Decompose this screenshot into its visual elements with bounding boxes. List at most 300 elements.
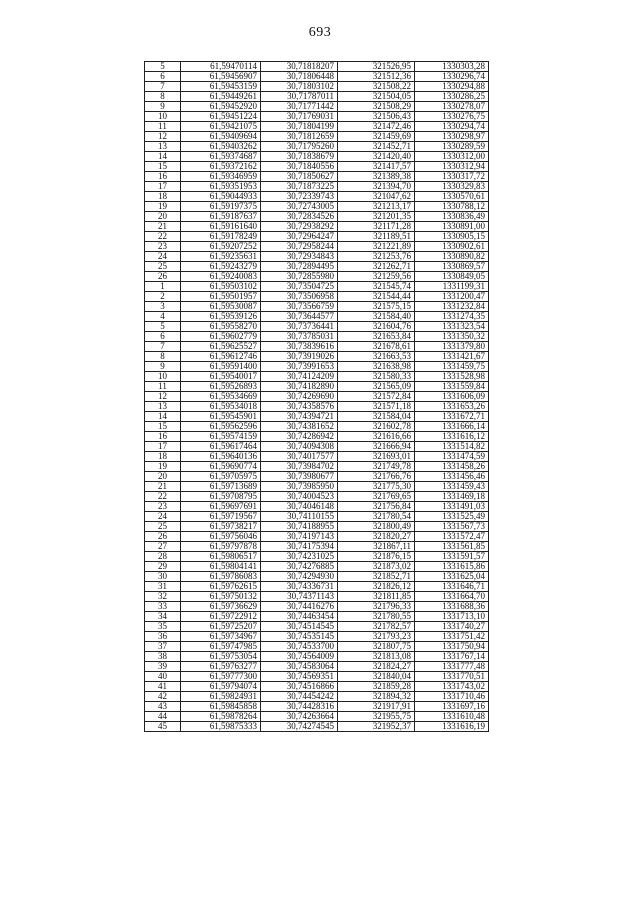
coord-y-cell: 1331672,71 (415, 412, 489, 422)
coord-y-cell: 1331610,48 (415, 712, 489, 722)
longitude-cell: 30,71838679 (261, 152, 338, 162)
latitude-cell: 61,59734967 (181, 632, 261, 642)
point-number-cell: 44 (145, 712, 181, 722)
table-row (145, 352, 489, 362)
table-row (145, 682, 489, 692)
latitude-cell: 61,59794074 (181, 682, 261, 692)
longitude-cell: 30,74514545 (261, 622, 338, 632)
point-number-cell: 10 (145, 372, 181, 382)
coord-x-cell: 321894,32 (338, 692, 415, 702)
table-row (145, 262, 489, 272)
coord-y-cell: 1330570,61 (415, 192, 489, 202)
longitude-cell: 30,73736441 (261, 322, 338, 332)
table-row (145, 112, 489, 122)
latitude-cell: 61,59617464 (181, 442, 261, 452)
longitude-cell: 30,73566759 (261, 302, 338, 312)
latitude-cell: 61,59161640 (181, 222, 261, 232)
coord-x-cell: 321604,76 (338, 322, 415, 332)
longitude-cell: 30,71804199 (261, 122, 338, 132)
coord-x-cell: 321452,71 (338, 142, 415, 152)
table-row (145, 322, 489, 332)
coord-x-cell: 321859,28 (338, 682, 415, 692)
point-number-cell: 2 (145, 292, 181, 302)
table-row (145, 342, 489, 352)
coord-x-cell: 321782,57 (338, 622, 415, 632)
coord-y-cell: 1331615,86 (415, 562, 489, 572)
point-number-cell: 37 (145, 642, 181, 652)
point-number-cell: 16 (145, 432, 181, 442)
point-number-cell: 30 (145, 572, 181, 582)
coord-y-cell: 1331559,84 (415, 382, 489, 392)
coord-x-cell: 321394,70 (338, 182, 415, 192)
table-row (145, 312, 489, 322)
table-row (145, 552, 489, 562)
coord-x-cell: 321512,36 (338, 72, 415, 82)
coord-x-cell: 321565,09 (338, 382, 415, 392)
coord-y-cell: 1331572,47 (415, 532, 489, 542)
coord-x-cell: 321826,12 (338, 582, 415, 592)
longitude-cell: 30,74231025 (261, 552, 338, 562)
coord-x-cell: 321813,08 (338, 652, 415, 662)
coord-x-cell: 321504,05 (338, 92, 415, 102)
latitude-cell: 61,59625527 (181, 342, 261, 352)
coord-y-cell: 1330836,49 (415, 212, 489, 222)
point-number-cell: 18 (145, 192, 181, 202)
point-number-cell: 1 (145, 282, 181, 292)
coord-x-cell: 321780,54 (338, 512, 415, 522)
latitude-cell: 61,59878264 (181, 712, 261, 722)
coordinates-table-body (145, 62, 489, 732)
coord-y-cell: 1331625,04 (415, 572, 489, 582)
coord-x-cell: 321769,65 (338, 492, 415, 502)
point-number-cell: 3 (145, 302, 181, 312)
point-number-cell: 14 (145, 152, 181, 162)
latitude-cell: 61,59534669 (181, 392, 261, 402)
latitude-cell: 61,59747985 (181, 642, 261, 652)
coord-x-cell: 321572,84 (338, 392, 415, 402)
point-number-cell: 5 (145, 322, 181, 332)
point-number-cell: 10 (145, 112, 181, 122)
latitude-cell: 61,59403262 (181, 142, 261, 152)
coord-y-cell: 1331606,09 (415, 392, 489, 402)
point-number-cell: 25 (145, 522, 181, 532)
longitude-cell: 30,74569351 (261, 672, 338, 682)
table-row (145, 482, 489, 492)
point-number-cell: 29 (145, 562, 181, 572)
longitude-cell: 30,74263664 (261, 712, 338, 722)
longitude-cell: 30,74294930 (261, 572, 338, 582)
table-row (145, 122, 489, 132)
point-number-cell: 22 (145, 492, 181, 502)
coord-y-cell: 1331456,46 (415, 472, 489, 482)
longitude-cell: 30,71850627 (261, 172, 338, 182)
coord-y-cell: 1331777,48 (415, 662, 489, 672)
coordinates-table-container (144, 61, 488, 732)
latitude-cell: 61,59351953 (181, 182, 261, 192)
longitude-cell: 30,72339743 (261, 192, 338, 202)
latitude-cell: 61,59452920 (181, 102, 261, 112)
coord-x-cell: 321221,89 (338, 242, 415, 252)
coord-x-cell: 321253,76 (338, 252, 415, 262)
table-row (145, 442, 489, 452)
latitude-cell: 61,59697691 (181, 502, 261, 512)
coord-y-cell: 1331199,31 (415, 282, 489, 292)
table-row (145, 592, 489, 602)
longitude-cell: 30,71806448 (261, 72, 338, 82)
point-number-cell: 42 (145, 692, 181, 702)
latitude-cell: 61,59470114 (181, 62, 261, 72)
table-row (145, 692, 489, 702)
latitude-cell: 61,59591400 (181, 362, 261, 372)
coord-x-cell: 321171,28 (338, 222, 415, 232)
latitude-cell: 61,59738217 (181, 522, 261, 532)
coord-y-cell: 1330286,25 (415, 92, 489, 102)
longitude-cell: 30,73504725 (261, 282, 338, 292)
table-row (145, 672, 489, 682)
coord-y-cell: 1331751,42 (415, 632, 489, 642)
latitude-cell: 61,59806517 (181, 552, 261, 562)
coord-x-cell: 321749,78 (338, 462, 415, 472)
coord-y-cell: 1331421,67 (415, 352, 489, 362)
coord-y-cell: 1331491,03 (415, 502, 489, 512)
point-number-cell: 28 (145, 552, 181, 562)
table-row (145, 132, 489, 142)
table-row (145, 82, 489, 92)
latitude-cell: 61,59374687 (181, 152, 261, 162)
point-number-cell: 32 (145, 592, 181, 602)
coord-x-cell: 321389,38 (338, 172, 415, 182)
coord-y-cell: 1331469,18 (415, 492, 489, 502)
point-number-cell: 20 (145, 472, 181, 482)
latitude-cell: 61,59451224 (181, 112, 261, 122)
coord-x-cell: 321653,84 (338, 332, 415, 342)
longitude-cell: 30,72934843 (261, 252, 338, 262)
coord-y-cell: 1331666,14 (415, 422, 489, 432)
latitude-cell: 61,59501957 (181, 292, 261, 302)
coord-y-cell: 1331525,49 (415, 512, 489, 522)
longitude-cell: 30,72958244 (261, 242, 338, 252)
latitude-cell: 61,59558270 (181, 322, 261, 332)
coord-x-cell: 321047,62 (338, 192, 415, 202)
longitude-cell: 30,74004523 (261, 492, 338, 502)
longitude-cell: 30,71795260 (261, 142, 338, 152)
latitude-cell: 61,59409694 (181, 132, 261, 142)
point-number-cell: 19 (145, 462, 181, 472)
coord-y-cell: 1331616,12 (415, 432, 489, 442)
latitude-cell: 61,59449261 (181, 92, 261, 102)
coord-x-cell: 321459,69 (338, 132, 415, 142)
longitude-cell: 30,73984702 (261, 462, 338, 472)
coord-y-cell: 1330891,00 (415, 222, 489, 232)
coord-x-cell: 321571,18 (338, 402, 415, 412)
latitude-cell: 61,59178249 (181, 232, 261, 242)
latitude-cell: 61,59756046 (181, 532, 261, 542)
coord-y-cell: 1330294,74 (415, 122, 489, 132)
coord-y-cell: 1331474,59 (415, 452, 489, 462)
longitude-cell: 30,73644577 (261, 312, 338, 322)
table-row (145, 712, 489, 722)
latitude-cell: 61,59786083 (181, 572, 261, 582)
coord-y-cell: 1330329,83 (415, 182, 489, 192)
point-number-cell: 8 (145, 92, 181, 102)
coord-y-cell: 1330890,82 (415, 252, 489, 262)
coord-x-cell: 321867,11 (338, 542, 415, 552)
table-row (145, 512, 489, 522)
latitude-cell: 61,59187637 (181, 212, 261, 222)
latitude-cell: 61,59612746 (181, 352, 261, 362)
coord-x-cell: 321811,85 (338, 592, 415, 602)
point-number-cell: 17 (145, 442, 181, 452)
table-row (145, 332, 489, 342)
table-row (145, 302, 489, 312)
coord-y-cell: 1331567,73 (415, 522, 489, 532)
longitude-cell: 30,74358576 (261, 402, 338, 412)
table-row (145, 222, 489, 232)
coord-y-cell: 1331713,10 (415, 612, 489, 622)
latitude-cell: 61,59240083 (181, 272, 261, 282)
longitude-cell: 30,74046148 (261, 502, 338, 512)
latitude-cell: 61,59602779 (181, 332, 261, 342)
table-row (145, 92, 489, 102)
point-number-cell: 15 (145, 162, 181, 172)
coord-x-cell: 321756,84 (338, 502, 415, 512)
point-number-cell: 6 (145, 332, 181, 342)
longitude-cell: 30,74516866 (261, 682, 338, 692)
longitude-cell: 30,72894495 (261, 262, 338, 272)
latitude-cell: 61,59762615 (181, 582, 261, 592)
table-row (145, 652, 489, 662)
point-number-cell: 4 (145, 312, 181, 322)
latitude-cell: 61,59797878 (181, 542, 261, 552)
longitude-cell: 30,73839616 (261, 342, 338, 352)
latitude-cell: 61,59526893 (181, 382, 261, 392)
coord-x-cell: 321584,40 (338, 312, 415, 322)
longitude-cell: 30,74381652 (261, 422, 338, 432)
point-number-cell: 43 (145, 702, 181, 712)
coord-x-cell: 321213,17 (338, 202, 415, 212)
latitude-cell: 61,59346959 (181, 172, 261, 182)
table-row (145, 72, 489, 82)
latitude-cell: 61,59539126 (181, 312, 261, 322)
latitude-cell: 61,59705975 (181, 472, 261, 482)
coord-y-cell: 1330289,59 (415, 142, 489, 152)
latitude-cell: 61,59372162 (181, 162, 261, 172)
coord-x-cell: 321824,27 (338, 662, 415, 672)
point-number-cell: 7 (145, 342, 181, 352)
latitude-cell: 61,59753054 (181, 652, 261, 662)
table-row (145, 212, 489, 222)
coord-y-cell: 1331653,26 (415, 402, 489, 412)
longitude-cell: 30,74269690 (261, 392, 338, 402)
table-row (145, 452, 489, 462)
coord-y-cell: 1330849,05 (415, 272, 489, 282)
coord-x-cell: 321796,33 (338, 602, 415, 612)
table-row (145, 242, 489, 252)
point-number-cell: 39 (145, 662, 181, 672)
coord-x-cell: 321955,75 (338, 712, 415, 722)
longitude-cell: 30,74564009 (261, 652, 338, 662)
coord-x-cell: 321780,55 (338, 612, 415, 622)
table-row (145, 152, 489, 162)
longitude-cell: 30,71818207 (261, 62, 338, 72)
longitude-cell: 30,74463454 (261, 612, 338, 622)
point-number-cell: 22 (145, 232, 181, 242)
latitude-cell: 61,59640136 (181, 452, 261, 462)
coord-y-cell: 1331664,70 (415, 592, 489, 602)
longitude-cell: 30,74535145 (261, 632, 338, 642)
longitude-cell: 30,71803102 (261, 82, 338, 92)
coord-y-cell: 1330312,94 (415, 162, 489, 172)
latitude-cell: 61,59725207 (181, 622, 261, 632)
coord-x-cell: 321775,30 (338, 482, 415, 492)
point-number-cell: 33 (145, 602, 181, 612)
latitude-cell: 61,59207252 (181, 242, 261, 252)
longitude-cell: 30,72964247 (261, 232, 338, 242)
table-row (145, 102, 489, 112)
latitude-cell: 61,59875333 (181, 722, 261, 732)
longitude-cell: 30,73785031 (261, 332, 338, 342)
coord-x-cell: 321201,35 (338, 212, 415, 222)
point-number-cell: 45 (145, 722, 181, 732)
coord-y-cell: 1331200,47 (415, 292, 489, 302)
latitude-cell: 61,59763277 (181, 662, 261, 672)
coord-x-cell: 321417,57 (338, 162, 415, 172)
coord-x-cell: 321526,95 (338, 62, 415, 72)
longitude-cell: 30,74533700 (261, 642, 338, 652)
table-row (145, 582, 489, 592)
table-row (145, 272, 489, 282)
longitude-cell: 30,74110155 (261, 512, 338, 522)
point-number-cell: 8 (145, 352, 181, 362)
point-number-cell: 24 (145, 512, 181, 522)
latitude-cell: 61,59243279 (181, 262, 261, 272)
coord-x-cell: 321800,49 (338, 522, 415, 532)
longitude-cell: 30,74188955 (261, 522, 338, 532)
coord-x-cell: 321508,22 (338, 82, 415, 92)
point-number-cell: 27 (145, 542, 181, 552)
table-row (145, 402, 489, 412)
latitude-cell: 61,59713689 (181, 482, 261, 492)
coord-y-cell: 1330902,61 (415, 242, 489, 252)
table-row (145, 372, 489, 382)
coord-x-cell: 321876,15 (338, 552, 415, 562)
coord-x-cell: 321766,76 (338, 472, 415, 482)
longitude-cell: 30,73991653 (261, 362, 338, 372)
coord-y-cell: 1331688,36 (415, 602, 489, 612)
coord-y-cell: 1330298,97 (415, 132, 489, 142)
longitude-cell: 30,74197143 (261, 532, 338, 542)
table-row (145, 462, 489, 472)
longitude-cell: 30,74276885 (261, 562, 338, 572)
latitude-cell: 61,59804141 (181, 562, 261, 572)
coord-y-cell: 1331767,14 (415, 652, 489, 662)
table-row (145, 292, 489, 302)
longitude-cell: 30,71771442 (261, 102, 338, 112)
coord-y-cell: 1330788,12 (415, 202, 489, 212)
longitude-cell: 30,72855980 (261, 272, 338, 282)
point-number-cell: 25 (145, 262, 181, 272)
coord-x-cell: 321873,02 (338, 562, 415, 572)
longitude-cell: 30,72743005 (261, 202, 338, 212)
coord-y-cell: 1331743,02 (415, 682, 489, 692)
longitude-cell: 30,73985950 (261, 482, 338, 492)
longitude-cell: 30,74428316 (261, 702, 338, 712)
point-number-cell: 18 (145, 452, 181, 462)
table-row (145, 522, 489, 532)
table-row (145, 392, 489, 402)
coord-y-cell: 1331591,57 (415, 552, 489, 562)
table-row (145, 492, 489, 502)
point-number-cell: 20 (145, 212, 181, 222)
table-row (145, 192, 489, 202)
longitude-cell: 30,72834526 (261, 212, 338, 222)
coord-x-cell: 321616,66 (338, 432, 415, 442)
point-number-cell: 34 (145, 612, 181, 622)
coord-x-cell: 321420,40 (338, 152, 415, 162)
table-row (145, 162, 489, 172)
point-number-cell: 14 (145, 412, 181, 422)
table-row (145, 432, 489, 442)
table-row (145, 282, 489, 292)
latitude-cell: 61,59530087 (181, 302, 261, 312)
point-number-cell: 12 (145, 132, 181, 142)
page-number: 693 (308, 25, 332, 40)
coord-x-cell: 321584,04 (338, 412, 415, 422)
point-number-cell: 40 (145, 672, 181, 682)
table-row (145, 232, 489, 242)
point-number-cell: 21 (145, 222, 181, 232)
coord-y-cell: 1331561,85 (415, 542, 489, 552)
table-row (145, 702, 489, 712)
table-row (145, 572, 489, 582)
point-number-cell: 26 (145, 272, 181, 282)
table-row (145, 412, 489, 422)
latitude-cell: 61,59574159 (181, 432, 261, 442)
coord-y-cell: 1331750,94 (415, 642, 489, 652)
coord-y-cell: 1331616,19 (415, 722, 489, 732)
longitude-cell: 30,74394721 (261, 412, 338, 422)
coord-y-cell: 1331459,43 (415, 482, 489, 492)
coord-x-cell: 321793,23 (338, 632, 415, 642)
point-number-cell: 36 (145, 632, 181, 642)
point-number-cell: 35 (145, 622, 181, 632)
coord-x-cell: 321575,15 (338, 302, 415, 312)
point-number-cell: 9 (145, 102, 181, 112)
longitude-cell: 30,74583064 (261, 662, 338, 672)
latitude-cell: 61,59197375 (181, 202, 261, 212)
coord-y-cell: 1331458,26 (415, 462, 489, 472)
point-number-cell: 31 (145, 582, 181, 592)
coord-x-cell: 321952,37 (338, 722, 415, 732)
point-number-cell: 38 (145, 652, 181, 662)
latitude-cell: 61,59722912 (181, 612, 261, 622)
table-row (145, 532, 489, 542)
table-row (145, 602, 489, 612)
coord-x-cell: 321506,43 (338, 112, 415, 122)
table-row (145, 722, 489, 732)
coord-x-cell: 321508,29 (338, 102, 415, 112)
coord-x-cell: 321852,71 (338, 572, 415, 582)
point-number-cell: 16 (145, 172, 181, 182)
longitude-cell: 30,74124209 (261, 372, 338, 382)
table-row (145, 142, 489, 152)
longitude-cell: 30,74416276 (261, 602, 338, 612)
point-number-cell: 23 (145, 242, 181, 252)
latitude-cell: 61,59453159 (181, 82, 261, 92)
table-row (145, 472, 489, 482)
table-row (145, 542, 489, 552)
point-number-cell: 23 (145, 502, 181, 512)
